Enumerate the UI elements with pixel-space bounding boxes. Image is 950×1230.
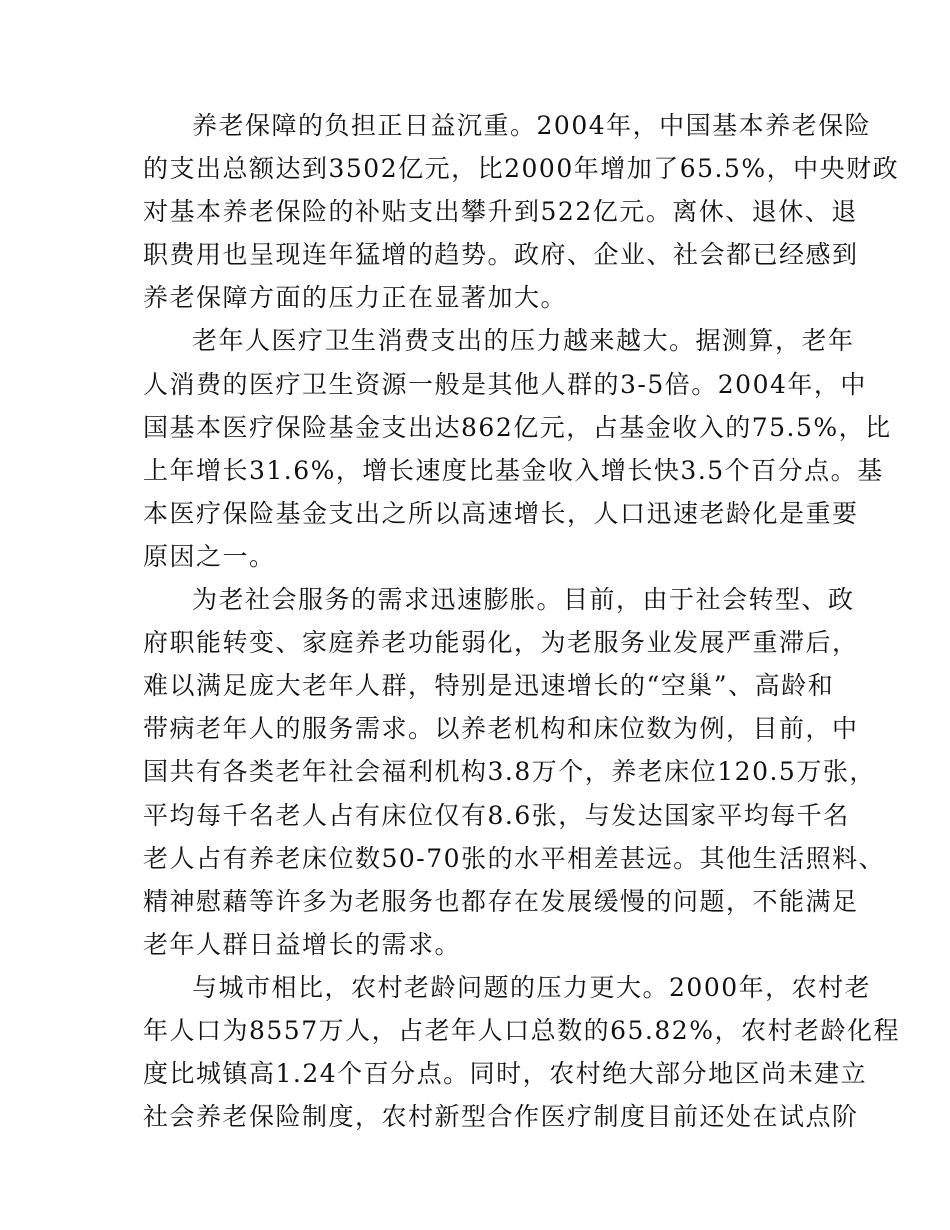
paragraph-pension-burden <box>143 104 900 319</box>
text-line: 老人占有养老床位数50-70张的水平相差甚远。其他生活照料、 <box>143 843 886 873</box>
text-line: 养老保障的负担正日益沉重。2004年，中国基本养老保险 <box>192 111 872 140</box>
text-line: 平均每千名老人占有床位仅有8.6张，与发达国家平均每千名 <box>143 800 850 830</box>
paragraph-medical-costs <box>143 319 892 578</box>
text-line: 国基本医疗保险基金支出达862亿元，占基金收入的75.5%，比 <box>143 412 892 442</box>
text-line: 原因之一。 <box>143 541 276 571</box>
text-line: 养老保障方面的压力正在显著加大。 <box>143 283 568 313</box>
paragraph-rural-aging <box>143 966 900 1138</box>
text-line: 职费用也呈现连年猛增的趋势。政府、企业、社会都已经感到 <box>143 240 859 270</box>
text-line: 老年人群日益增长的需求。 <box>143 929 462 959</box>
text-line: 府职能转变、家庭养老功能弱化，为老服务业发展严重滞后， <box>143 628 859 658</box>
text-line: 对基本养老保险的补贴支出攀升到522亿元。离休、退休、退 <box>143 197 858 227</box>
text-line: 与城市相比，农村老龄问题的压力更大。2000年，农村老 <box>192 972 872 1002</box>
text-line: 国共有各类老年社会福利机构3.8万个，养老床位120.5万张， <box>143 757 876 787</box>
text-line: 精神慰藉等许多为老服务也都存在发展缓慢的问题，不能满足 <box>143 886 859 916</box>
text-line: 人消费的医疗卫生资源一般是其他人群的3-5倍。2004年，中 <box>143 369 867 399</box>
text-line: 度比城镇高1.24个百分点。同时，农村绝大部分地区尚未建立 <box>143 1059 868 1089</box>
paragraph-elderly-services <box>143 578 886 966</box>
text-line: 带病老年人的服务需求。以养老机构和床位数为例，目前，中 <box>143 714 859 744</box>
text-line: 社会养老保险制度，农村新型合作医疗制度目前还处在试点阶 <box>143 1102 859 1132</box>
text-line: 为老社会服务的需求迅速膨胀。目前，由于社会转型、政 <box>192 585 855 615</box>
text-line: 本医疗保险基金支出之所以高速增长，人口迅速老龄化是重要 <box>143 498 859 528</box>
text-line: 老年人医疗卫生消费支出的压力越来越大。据测算，老年 <box>192 326 855 356</box>
text-line: 的支出总额达到3502亿元，比2000年增加了65.5%，中央财政 <box>143 154 900 184</box>
text-line: 年人口为8557万人，占老年人口总数的65.82%，农村老龄化程 <box>143 1015 900 1045</box>
text-line: 上年增长31.6%，增长速度比基金收入增长快3.5个百分点。基 <box>143 455 884 485</box>
text-line: 难以满足庞大老年人群，特别是迅速增长的“空巢”、高龄和 <box>143 671 835 701</box>
body-text <box>143 104 900 1138</box>
